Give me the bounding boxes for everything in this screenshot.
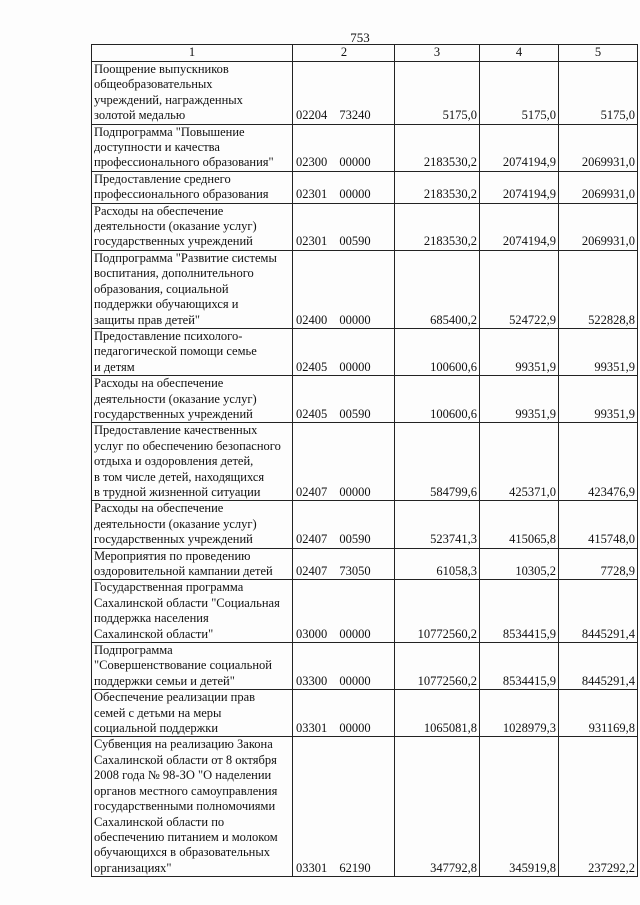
- row-name: Обеспечение реализации прав семей с детьми на меры социальной поддержки: [92, 690, 293, 737]
- row-code-main: 02407: [296, 532, 328, 547]
- row-name: Предоставление психолого- педагогической помощи семье и детям: [92, 328, 293, 375]
- row-value-col3: 523741,3: [395, 501, 480, 548]
- row-value-col3: 100600,6: [395, 328, 480, 375]
- table-row: [92, 548, 638, 580]
- row-code-main: 02300: [296, 155, 328, 170]
- row-code-sub: 00000: [339, 187, 371, 202]
- row-code-main: 02405: [296, 359, 328, 374]
- table-row: [92, 580, 638, 643]
- row-value-col5: 99351,9: [559, 376, 638, 423]
- row-value-col4: 425371,0: [480, 423, 559, 501]
- row-code-main: 03300: [296, 673, 328, 688]
- table-row: [92, 124, 638, 171]
- row-code: [293, 203, 395, 250]
- row-code-sub: 00000: [339, 155, 371, 170]
- row-value-col4: 99351,9: [480, 376, 559, 423]
- row-value-col4: 524722,9: [480, 250, 559, 328]
- row-value-col5: 8445291,4: [559, 580, 638, 643]
- row-code-main: 03000: [296, 626, 328, 641]
- row-code-main: 02204: [296, 108, 328, 123]
- row-name: Мероприятия по проведению оздоровительной кампании детей: [92, 548, 293, 580]
- row-value-col3: 100600,6: [395, 376, 480, 423]
- row-value-col5: 99351,9: [559, 328, 638, 375]
- row-code-main: 03301: [296, 860, 328, 875]
- row-value-col3: 584799,6: [395, 423, 480, 501]
- table-row: [92, 203, 638, 250]
- row-name: Расходы на обеспечение деятельности (оказание услуг) государственных учреждений: [92, 501, 293, 548]
- row-value-col4: 2074194,9: [480, 124, 559, 171]
- row-value-col5: 415748,0: [559, 501, 638, 548]
- row-code-main: 02405: [296, 406, 328, 421]
- row-value-col5: 237292,2: [559, 737, 638, 877]
- row-value-col3: 10772560,2: [395, 580, 480, 643]
- row-code: [293, 690, 395, 737]
- row-code-sub: 00590: [339, 234, 371, 249]
- row-value-col3: 2183530,2: [395, 124, 480, 171]
- row-value-col4: 99351,9: [480, 328, 559, 375]
- row-code-main: 02407: [296, 484, 328, 499]
- row-value-col4: 345919,8: [480, 737, 559, 877]
- row-code: [293, 423, 395, 501]
- row-value-col3: 347792,8: [395, 737, 480, 877]
- row-name: Подпрограмма "Совершенствование социальной поддержки семьи и детей": [92, 643, 293, 690]
- row-code-sub: 00590: [339, 532, 371, 547]
- header-col-4: 4: [480, 45, 559, 62]
- row-code-sub: 73240: [339, 108, 371, 123]
- row-code-sub: 00000: [339, 673, 371, 688]
- row-value-col3: 5175,0: [395, 62, 480, 125]
- row-value-col5: 931169,8: [559, 690, 638, 737]
- row-code-sub: 00000: [339, 359, 371, 374]
- row-code: [293, 328, 395, 375]
- row-value-col5: 2069931,0: [559, 124, 638, 171]
- table-header-row: [92, 45, 638, 62]
- table-row: [92, 501, 638, 548]
- row-value-col4: 415065,8: [480, 501, 559, 548]
- row-value-col5: 2069931,0: [559, 203, 638, 250]
- row-code: [293, 643, 395, 690]
- row-code-main: 03301: [296, 721, 328, 736]
- header-col-5: 5: [559, 45, 638, 62]
- row-code-sub: 00000: [339, 721, 371, 736]
- row-code-sub: 73050: [339, 564, 371, 578]
- row-name: Субвенция на реализацию Закона Сахалинской области от 8 октября 2008 года № 98-ЗО "О наделении органов местного самоуправления государственными полномочиями Сахалинской области по обеспечению питанием и молоком обучающихся в образовательных организациях": [92, 737, 293, 877]
- row-code: [293, 580, 395, 643]
- header-col-1: 1: [92, 45, 293, 62]
- table-row: [92, 423, 638, 501]
- row-value-col4: 2074194,9: [480, 203, 559, 250]
- row-value-col3: 2183530,2: [395, 203, 480, 250]
- row-value-col4: 8534415,9: [480, 580, 559, 643]
- row-name: Предоставление среднего профессионального образования: [92, 171, 293, 203]
- row-code-main: 02301: [296, 187, 328, 202]
- row-code: [293, 250, 395, 328]
- row-value-col4: 10305,2: [480, 548, 559, 580]
- header-col-3: 3: [395, 45, 480, 62]
- row-value-col5: 7728,9: [559, 548, 638, 580]
- row-code-main: 02301: [296, 234, 328, 249]
- row-name: Подпрограмма "Развитие системы воспитания, дополнительного образования, социальной поддержки обучающихся и защиты прав детей": [92, 250, 293, 328]
- table-row: [92, 250, 638, 328]
- row-name: Государственная программа Сахалинской области "Социальная поддержка населения Сахалинской области": [92, 580, 293, 643]
- row-code: [293, 124, 395, 171]
- budget-table: [91, 44, 638, 877]
- row-code-main: 02407: [296, 564, 328, 578]
- row-name: Поощрение выпускников общеобразовательных учреждений, награжденных золотой медалью: [92, 62, 293, 125]
- row-name: Подпрограмма "Повышение доступности и качества профессионального образования": [92, 124, 293, 171]
- row-code-sub: 00000: [339, 484, 371, 499]
- row-value-col5: 5175,0: [559, 62, 638, 125]
- header-col-2: 2: [293, 45, 395, 62]
- row-value-col5: 423476,9: [559, 423, 638, 501]
- row-name: Расходы на обеспечение деятельности (оказание услуг) государственных учреждений: [92, 376, 293, 423]
- row-name: Предоставление качественных услуг по обеспечению безопасного отдыха и оздоровления детей, в том числе детей, находящихся в трудной жизненной ситуации: [92, 423, 293, 501]
- table-row: [92, 737, 638, 877]
- row-value-col3: 10772560,2: [395, 643, 480, 690]
- row-code-sub: 00000: [339, 312, 371, 327]
- table-row: [92, 62, 638, 125]
- row-value-col5: 522828,8: [559, 250, 638, 328]
- row-value-col4: 5175,0: [480, 62, 559, 125]
- row-code: [293, 62, 395, 125]
- row-code: [293, 737, 395, 877]
- table-row: [92, 376, 638, 423]
- row-code: [293, 501, 395, 548]
- table-row: [92, 690, 638, 737]
- row-value-col4: 2074194,9: [480, 171, 559, 203]
- row-name: Расходы на обеспечение деятельности (оказание услуг) государственных учреждений: [92, 203, 293, 250]
- row-code-sub: 62190: [339, 860, 371, 875]
- row-value-col4: 1028979,3: [480, 690, 559, 737]
- page-number: 753: [350, 30, 370, 45]
- row-value-col3: 685400,2: [395, 250, 480, 328]
- row-code: [293, 171, 395, 203]
- row-value-col3: 1065081,8: [395, 690, 480, 737]
- row-code-sub: 00590: [339, 406, 371, 421]
- row-value-col3: 61058,3: [395, 548, 480, 580]
- row-code: [293, 376, 395, 423]
- row-code-sub: 00000: [339, 626, 371, 641]
- row-code-main: 02400: [296, 312, 328, 327]
- row-value-col5: 8445291,4: [559, 643, 638, 690]
- table-row: [92, 328, 638, 375]
- row-value-col3: 2183530,2: [395, 171, 480, 203]
- table-row: [92, 171, 638, 203]
- row-value-col4: 8534415,9: [480, 643, 559, 690]
- row-value-col5: 2069931,0: [559, 171, 638, 203]
- row-code: [293, 548, 395, 580]
- table-row: [92, 643, 638, 690]
